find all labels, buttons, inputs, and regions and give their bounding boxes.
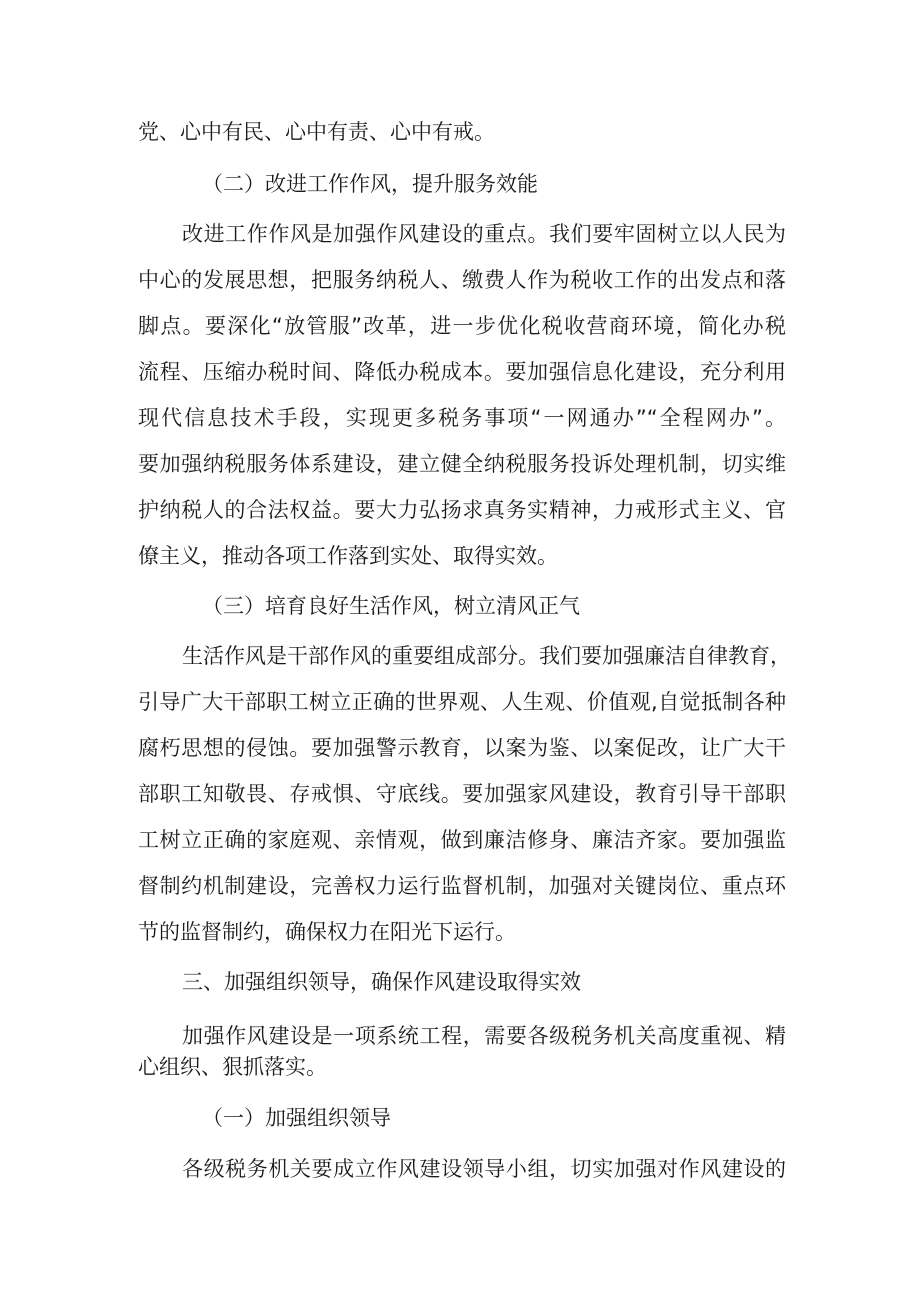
paragraph-line: 部职工知敬畏、存戒惧、守底线。要加强家风建设，教育引导干部职 <box>138 782 786 806</box>
paragraph-line: 僚主义，推动各项工作落到实处、取得实效。 <box>138 544 558 568</box>
section-heading: （三）培育良好生活作风，树立清风正气 <box>202 594 580 618</box>
paragraph-line: 腐朽思想的侵蚀。要加强警示教育，以案为鉴、以案促改，让广大干 <box>138 736 786 760</box>
paragraph-line: 党、心中有民、心中有责、心中有戒。 <box>138 120 495 144</box>
section-heading: （一）加强组织领导 <box>202 1106 391 1130</box>
paragraph-line: 中心的发展思想，把服务纳税人、缴费人作为税收工作的出发点和落 <box>138 268 786 292</box>
paragraph-line: 要加强纳税服务体系建设，建立健全纳税服务投诉处理机制，切实维 <box>138 452 786 476</box>
paragraph-line: 督制约机制建设，完善权力运行监督机制，加强对关键岗位、重点环 <box>138 874 786 898</box>
paragraph-line: 心组织、狠抓落实。 <box>138 1055 327 1079</box>
section-heading: 三、加强组织领导，确保作风建设取得实效 <box>182 970 581 994</box>
paragraph-line: 生活作风是干部作风的重要组成部分。我们要加强廉洁自律教育， <box>182 644 791 668</box>
paragraph-line: 引导广大干部职工树立正确的世界观、人生观、价值观,自觉抵制各种 <box>138 690 786 714</box>
paragraph-line: 现代信息技术手段，实现更多税务事项“一网通办”“全程网办”。 <box>138 406 786 430</box>
paragraph-line: 加强作风建设是一项系统工程，需要各级税务机关高度重视、精 <box>182 1024 786 1048</box>
paragraph-line: 改进工作作风是加强作风建设的重点。我们要牢固树立以人民为 <box>182 222 786 246</box>
section-heading: （二）改进工作作风，提升服务效能 <box>202 172 538 196</box>
paragraph-line: 流程、压缩办税时间、降低办税成本。要加强信息化建设，充分利用 <box>138 360 786 384</box>
paragraph-line: 节的监督制约，确保权力在阳光下运行。 <box>138 920 516 944</box>
paragraph-line: 护纳税人的合法权益。要大力弘扬求真务实精神，力戒形式主义、官 <box>138 498 786 522</box>
paragraph-line: 脚点。要深化“放管服”改革，进一步优化税收营商环境，简化办税 <box>138 314 786 338</box>
paragraph-line: 各级税务机关要成立作风建设领导小组，切实加强对作风建设的 <box>182 1157 786 1181</box>
paragraph-line: 工树立正确的家庭观、亲情观，做到廉洁修身、廉洁齐家。要加强监 <box>138 828 786 852</box>
